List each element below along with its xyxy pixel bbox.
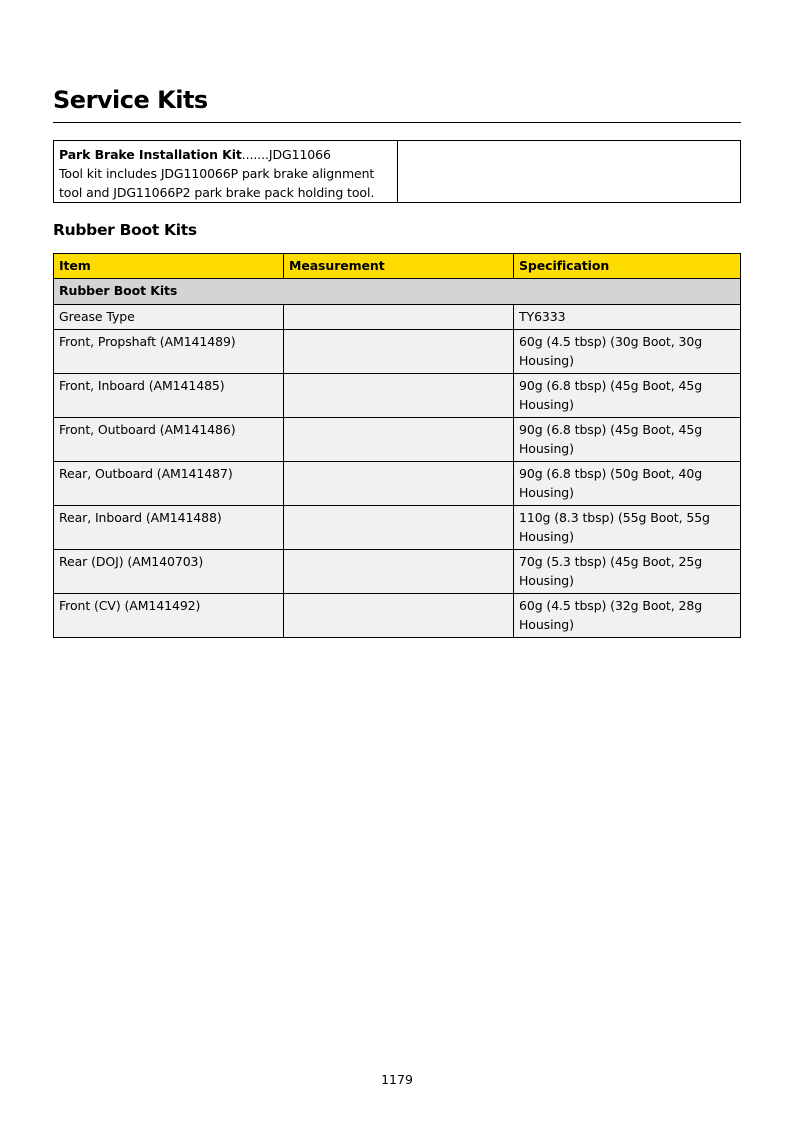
table-row [54, 550, 741, 594]
table-row [54, 462, 741, 506]
specification-line-2: Housing) [519, 528, 574, 544]
page-title: Service Kits [53, 86, 208, 114]
measurement-cell [284, 506, 514, 550]
item-cell: Front, Outboard (AM141486) [54, 418, 284, 462]
rubber-boot-heading: Rubber Boot Kits [53, 221, 197, 239]
table-row [54, 418, 741, 462]
item-cell: Front, Propshaft (AM141489) [54, 330, 284, 374]
group-label: Rubber Boot Kits [54, 279, 741, 305]
specification-line-1: 60g (4.5 tbsp) (32g Boot, 28g [519, 598, 703, 613]
measurement-cell [284, 550, 514, 594]
table-row [54, 304, 741, 330]
specification-line-1: 110g (8.3 tbsp) (55g Boot, 55g [519, 510, 710, 525]
item-cell: Rear (DOJ) (AM140703) [54, 550, 284, 594]
table-row [54, 506, 741, 550]
column-header-specification: Specification [514, 254, 741, 279]
specification-line-1: 70g (5.3 tbsp) (45g Boot, 25g [519, 554, 703, 569]
column-header-item: Item [54, 254, 284, 279]
page-number: 1179 [381, 1072, 413, 1087]
measurement-cell [284, 304, 514, 330]
specification-line-2: Housing) [519, 484, 574, 500]
specification-cell [514, 330, 741, 374]
kit-empty-cell [398, 141, 740, 202]
measurement-cell [284, 462, 514, 506]
specification-line-1: 90g (6.8 tbsp) (45g Boot, 45g [519, 378, 703, 393]
specification-line-2: Housing) [519, 396, 574, 412]
table-row [54, 374, 741, 418]
group-row [54, 279, 741, 305]
kit-description-line-2: tool and JDG11066P2 park brake pack holding tool. [59, 185, 375, 200]
specification-line-1: 90g (6.8 tbsp) (50g Boot, 40g [519, 466, 703, 481]
measurement-cell [284, 374, 514, 418]
column-header-measurement: Measurement [284, 254, 514, 279]
kit-part-number: .......JDG11066 [241, 147, 331, 162]
park-brake-kit-box [53, 140, 741, 203]
item-cell: Rear, Outboard (AM141487) [54, 462, 284, 506]
table-row [54, 330, 741, 374]
specification-line-2: Housing) [519, 616, 574, 632]
title-divider [53, 122, 741, 123]
specification-line-1: 90g (6.8 tbsp) (45g Boot, 45g [519, 422, 703, 437]
table-row [54, 594, 741, 638]
specification-cell [514, 462, 741, 506]
measurement-cell [284, 418, 514, 462]
specification-cell [514, 304, 741, 330]
specification-cell [514, 374, 741, 418]
kit-name: Park Brake Installation Kit [59, 147, 242, 162]
measurement-cell [284, 330, 514, 374]
measurement-cell [284, 594, 514, 638]
table-header-row [54, 254, 741, 279]
specification-line-2: Housing) [519, 572, 574, 588]
specification-line-1: 60g (4.5 tbsp) (30g Boot, 30g [519, 334, 703, 349]
item-cell: Front (CV) (AM141492) [54, 594, 284, 638]
specification-cell [514, 594, 741, 638]
item-cell: Grease Type [54, 304, 284, 330]
specification-cell [514, 550, 741, 594]
item-cell: Front, Inboard (AM141485) [54, 374, 284, 418]
specification-line-2: Housing) [519, 440, 574, 456]
rubber-boot-table [53, 253, 741, 638]
kit-description-cell [54, 141, 398, 202]
specification-cell [514, 418, 741, 462]
kit-description-line-1: Tool kit includes JDG110066P park brake alignment [59, 166, 375, 181]
item-cell: Rear, Inboard (AM141488) [54, 506, 284, 550]
specification-line-2: Housing) [519, 352, 574, 368]
specification-line-1: TY6333 [519, 308, 566, 324]
specification-cell [514, 506, 741, 550]
